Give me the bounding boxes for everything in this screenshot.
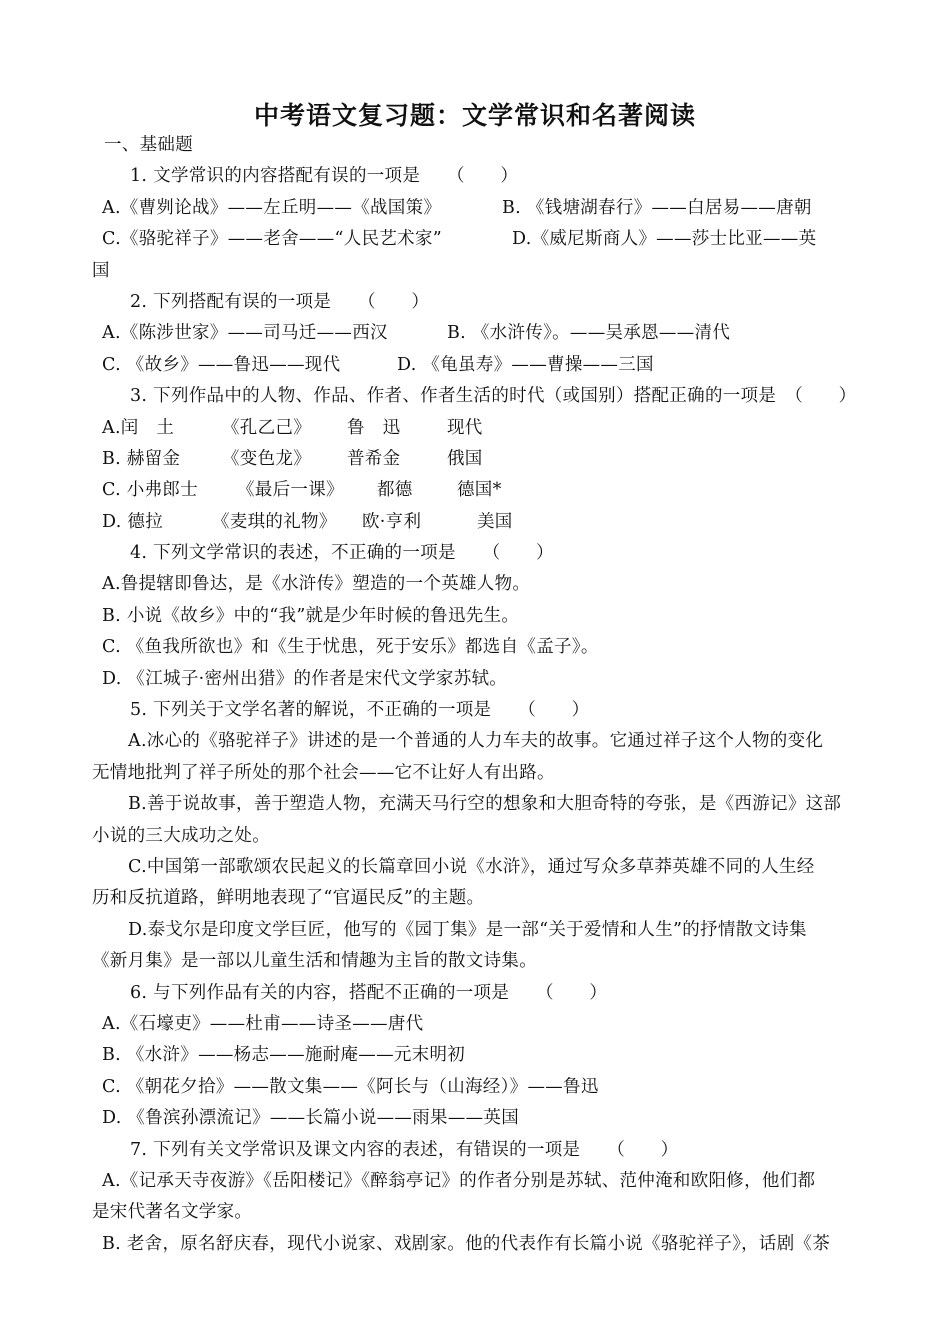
option-3a-era: 现代 bbox=[447, 417, 483, 438]
option-1d-continued: 国 bbox=[92, 260, 110, 281]
question-4-stem: 4. 下列文学常识的表述，不正确的一项是 （ ） bbox=[130, 543, 554, 564]
question-3-row-b bbox=[92, 444, 862, 475]
question-2-stem: 2. 下列搭配有误的一项是 （ ） bbox=[130, 291, 430, 312]
option-3c-era: 德国* bbox=[457, 480, 502, 501]
option-6d: D. 《鲁滨孙漂流记》——长篇小说——雨果——英国 bbox=[102, 1108, 520, 1129]
option-3a-character: A.闰 土 bbox=[102, 417, 175, 438]
option-3c-character: C. 小弗郎士 bbox=[102, 480, 198, 501]
option-3b-author: 普希金 bbox=[347, 448, 401, 469]
option-1c: C.《骆驼祥子》——老舍——“人民艺术家” bbox=[102, 229, 443, 250]
option-7b-line-1: B. 老舍，原名舒庆春，现代小说家、戏剧家。他的代表作有长篇小说《骆驼祥子》，话剧《茶 bbox=[102, 1233, 831, 1254]
option-3c-author: 都德 bbox=[377, 480, 413, 501]
option-1b: B. 《钱塘湖春行》——白居易——唐朝 bbox=[502, 197, 812, 218]
option-3a-author: 鲁 迅 bbox=[347, 417, 401, 438]
option-4c: C. 《鱼我所欲也》和《生于忧患，死于安乐》都选自《孟子》。 bbox=[102, 637, 599, 658]
section-heading: 一、基础题 bbox=[104, 135, 193, 155]
option-2c: C. 《故乡》——鲁迅——现代 bbox=[102, 354, 341, 375]
question-2-options-ab bbox=[92, 318, 862, 349]
option-1a: A.《曹刿论战》——左丘明——《战国策》 bbox=[102, 197, 442, 218]
question-2-options-cd bbox=[92, 350, 862, 381]
option-5a-line-2: 无情地批判了祥子所处的那个社会——它不让好人有出路。 bbox=[92, 762, 555, 783]
option-5a-line-1: A.冰心的《骆驼祥子》讲述的是一个普通的人力车夫的故事。它通过祥子这个人物的变化 bbox=[128, 731, 824, 752]
option-3c-work: 《最后一课》 bbox=[237, 480, 344, 501]
option-4a: A.鲁提辖即鲁达，是《水浒传》塑造的一个英雄人物。 bbox=[102, 574, 531, 595]
option-5c-line-2: 历和反抗道路，鲜明地表现了“官逼民反”的主题。 bbox=[92, 888, 485, 909]
option-2d: D. 《龟虽寿》——曹操——三国 bbox=[397, 354, 654, 375]
question-3-row-a bbox=[92, 413, 862, 444]
option-5b-line-2: 小说的三大成功之处。 bbox=[92, 825, 270, 846]
question-3-stem: 3. 下列作品中的人物、作品、作者、作者生活的时代（或国别）搭配正确的一项是 （ ） bbox=[130, 386, 857, 407]
option-7a-line-2: 是宋代著名文学家。 bbox=[92, 1202, 253, 1223]
option-1d: D.《威尼斯商人》——莎士比亚——英 bbox=[512, 229, 817, 250]
question-6-stem: 6. 与下列作品有关的内容，搭配不正确的一项是 （ ） bbox=[130, 982, 608, 1003]
option-3d-era: 美国 bbox=[477, 511, 513, 532]
option-6c: C. 《朝花夕拾》——散文集——《阿长与（山海经）》——鲁迅 bbox=[102, 1076, 599, 1097]
page-title: 中考语文复习题：文学常识和名著阅读 bbox=[253, 101, 696, 130]
question-1-stem: 1. 文学常识的内容搭配有误的一项是 （ ） bbox=[130, 166, 519, 187]
option-3b-character: B. 赫留金 bbox=[102, 448, 181, 469]
option-6a: A.《石壕吏》——杜甫——诗圣——唐代 bbox=[102, 1013, 424, 1034]
question-3-row-c bbox=[92, 475, 862, 506]
option-5b-line-1: B.善于说故事，善于塑造人物，充满天马行空的想象和大胆奇特的夸张，是《西游记》这部 bbox=[128, 794, 842, 815]
option-7a-line-1: A.《记承天寺夜游》《岳阳楼记》《醉翁亭记》的作者分别是苏轼、范仲淹和欧阳修，他们都 bbox=[102, 1170, 816, 1191]
option-3d-work: 《麦琪的礼物》 bbox=[212, 511, 337, 532]
option-3d-author: 欧·亨利 bbox=[362, 511, 422, 532]
option-3b-work: 《变色龙》 bbox=[222, 448, 311, 469]
option-6b: B. 《水浒》——杨志——施耐庵——元末明初 bbox=[102, 1045, 466, 1066]
question-3-row-d bbox=[92, 507, 862, 538]
option-3a-work: 《孔乙己》 bbox=[222, 417, 311, 438]
option-3d-character: D. 德拉 bbox=[102, 511, 164, 532]
option-2b: B. 《水浒传》。——吴承恩——清代 bbox=[447, 323, 731, 344]
option-4d: D. 《江城子·密州出猎》的作者是宋代文学家苏轼。 bbox=[102, 668, 508, 689]
question-7-stem: 7. 下列有关文学常识及课文内容的表述，有错误的一项是 （ ） bbox=[130, 1139, 679, 1160]
option-2a: A.《陈涉世家》——司马迁——西汉 bbox=[102, 323, 388, 344]
option-5c-line-1: C.中国第一部歌颂农民起义的长篇章回小说《水浒》，通过写众多草莽英雄不同的人生经 bbox=[128, 856, 815, 877]
option-5d-line-2: 《新月集》是一部以儿童生活和情趣为主旨的散文诗集。 bbox=[92, 951, 537, 972]
document-body bbox=[92, 130, 862, 1260]
option-4b: B. 小说《故乡》中的“我”就是少年时候的鲁迅先生。 bbox=[102, 605, 520, 626]
option-3b-era: 俄国 bbox=[447, 448, 483, 469]
question-1-options-cd bbox=[92, 224, 862, 255]
question-5-stem: 5. 下列关于文学名著的解说，不正确的一项是 （ ） bbox=[130, 700, 590, 721]
option-5d-line-1: D.泰戈尔是印度文学巨匠，他写的《园丁集》是一部“关于爱情和人生”的抒情散文诗集 bbox=[128, 919, 807, 940]
question-1-options-ab bbox=[92, 193, 862, 224]
